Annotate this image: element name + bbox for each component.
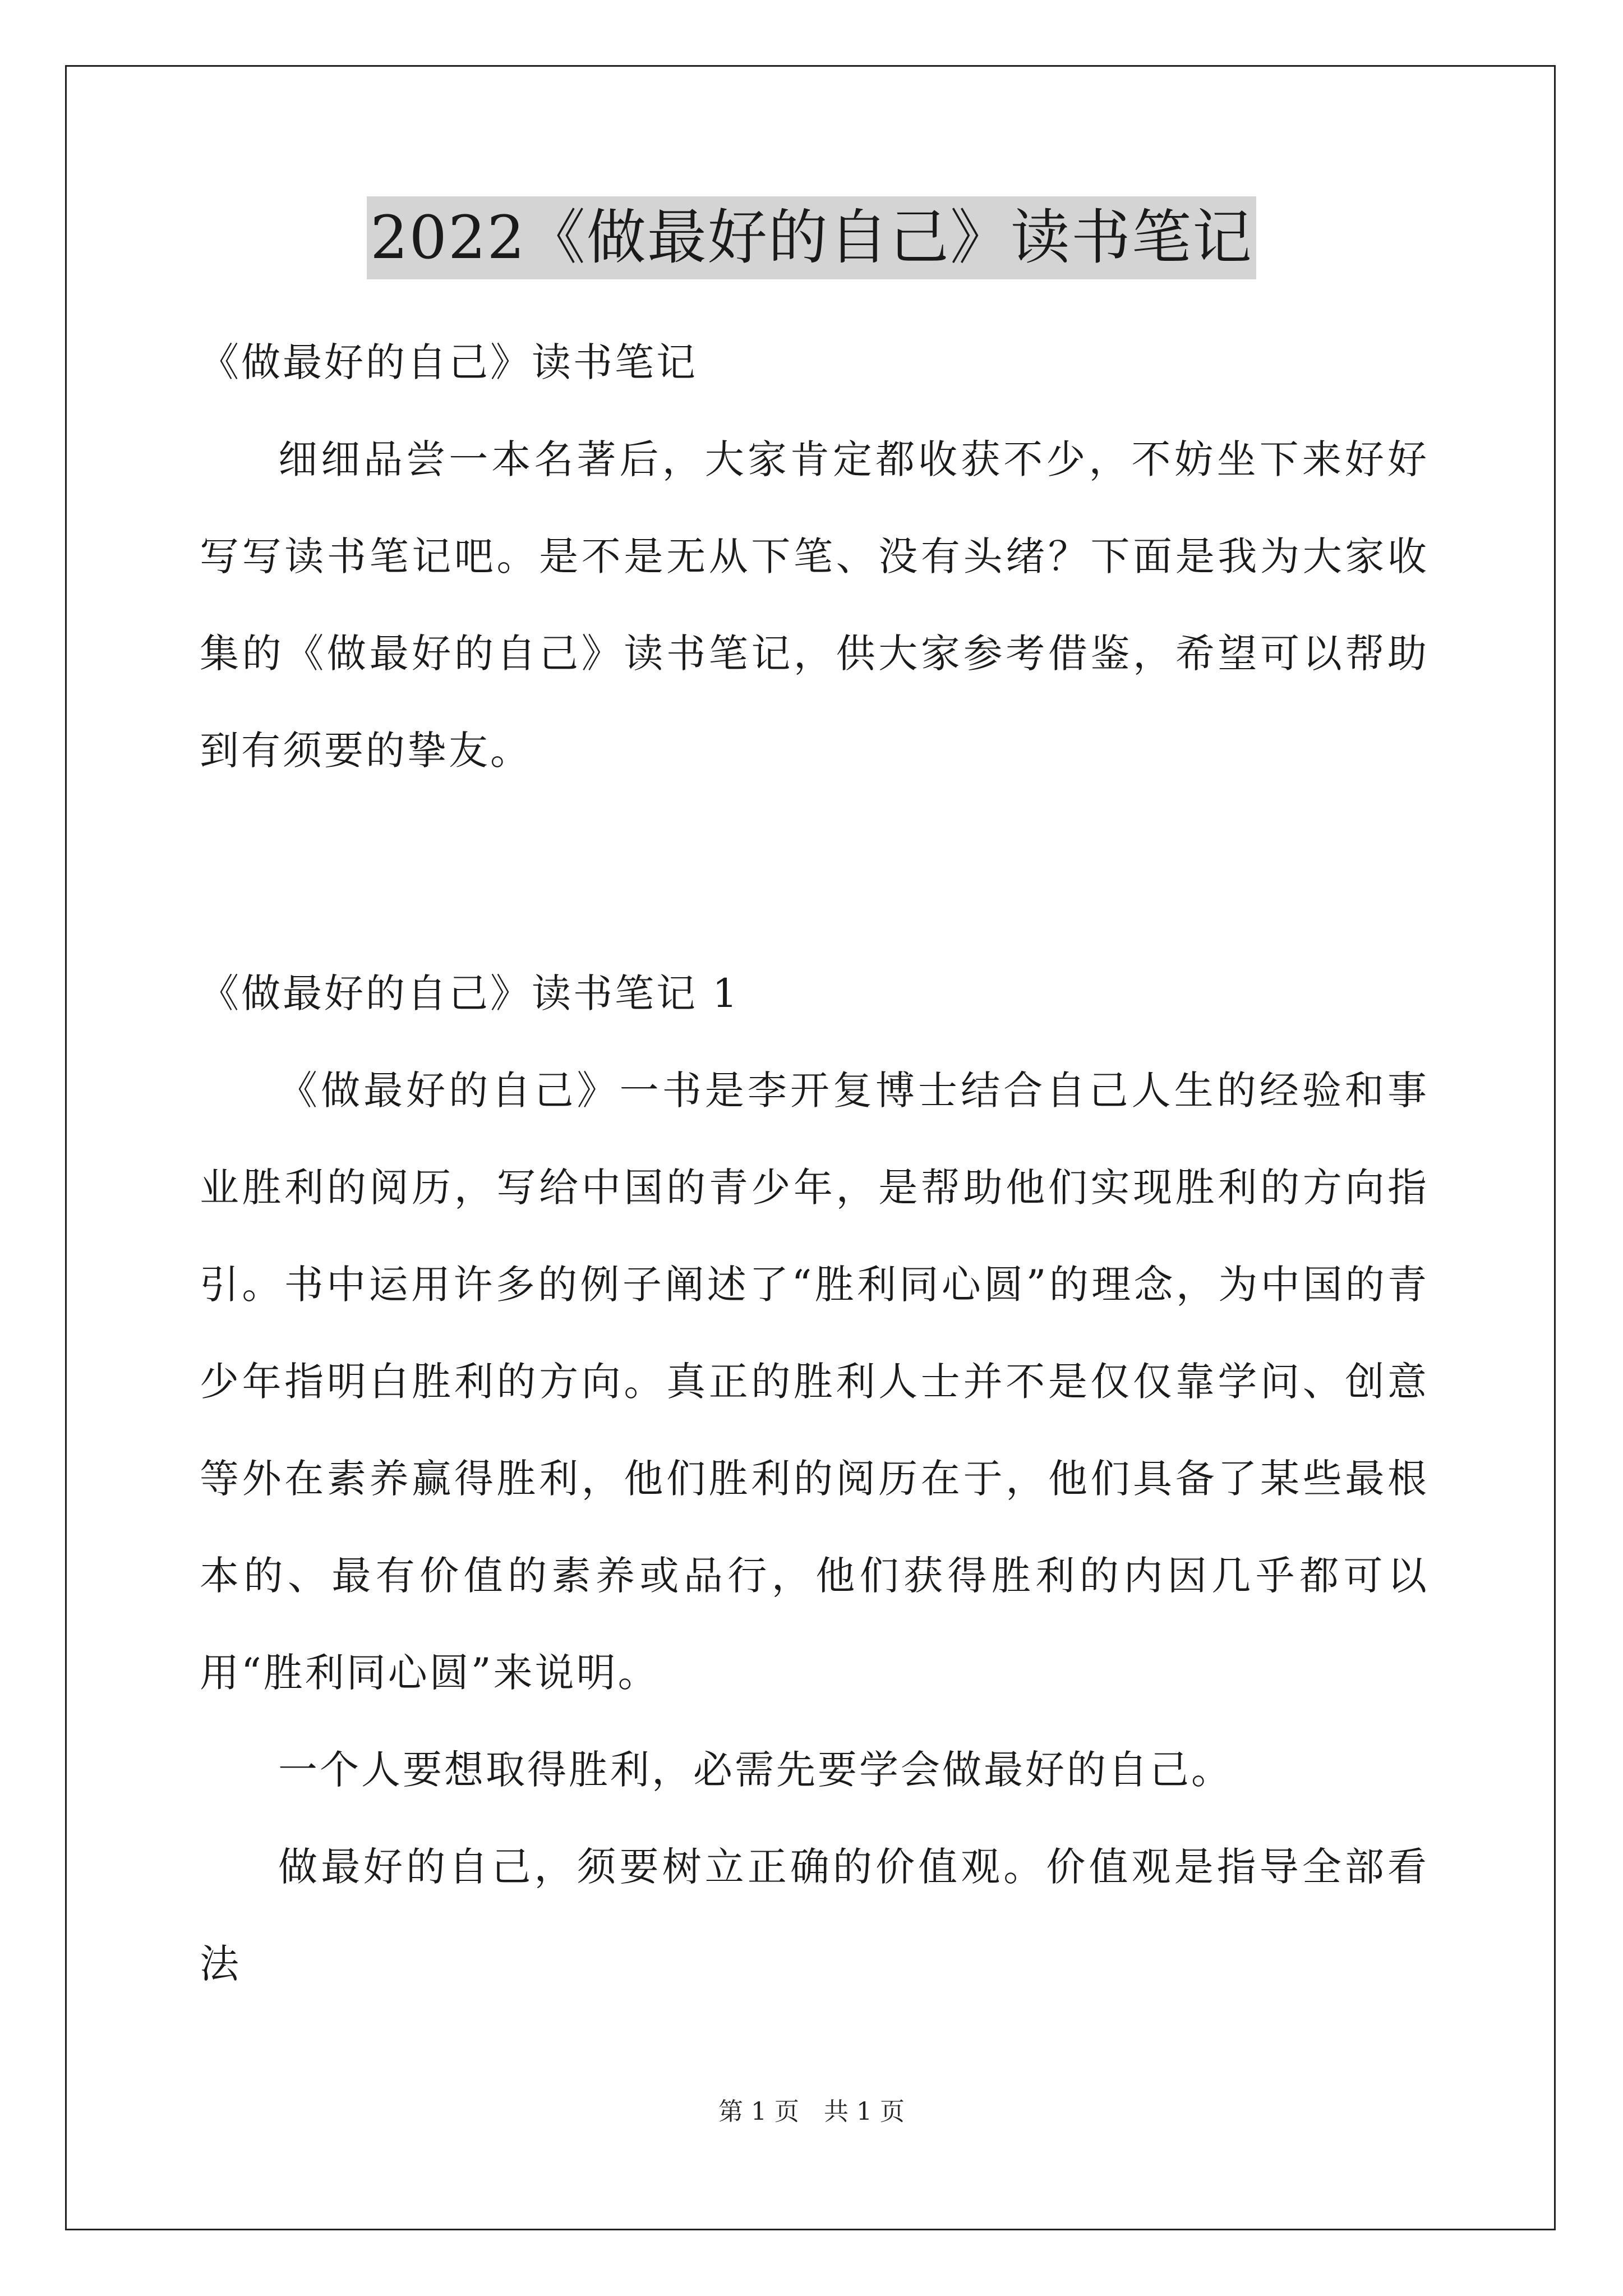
body-paragraph: 一个人要想取得胜利，必需先要学会做最好的自己。 [278,1747,1233,1793]
section-heading: 《做最好的自己》读书笔记 [200,339,698,385]
body-paragraph: 做最好的自己，须要树立正确的价值观。价值观是指导全部看法 [200,1844,1429,1987]
document-title: 2022《做最好的自己》读书笔记 [367,196,1256,279]
page-total: 共 1 页 [824,2097,905,2126]
section-spacer [200,799,1429,945]
document-body [200,314,1429,2013]
intro-paragraph: 细细品尝一本名著后，大家肯定都收获不少，不妨坐下来好好写写读书笔记吧。是不是无从下笔、没有头绪？下面是我为大家收集的《做最好的自己》读书笔记，供大家参考借鉴，希望可以帮助到有须要的挚友。 [200,436,1429,774]
body-paragraph: 《做最好的自己》一书是李开复博士结合自己人生的经验和事业胜利的阅历，写给中国的青少年，是帮助他们实现胜利的方向指引。书中运用许多的例子阐述了“胜利同心圆”的理念，为中国的青少年指明白胜利的方向。真正的胜利人士并不是仅仅靠学问、创意等外在素养赢得胜利，他们胜利的阅历在于，他们具备了某些最根本的、最有价值的素养或品行，他们获得胜利的内因几乎都可以用“胜利同心圆”来说明。 [200,1068,1429,1696]
note-heading: 《做最好的自己》读书笔记 1 [200,970,740,1016]
page-footer [0,2095,1623,2129]
page-number: 第 1 页 [718,2097,799,2126]
title-container [0,196,1623,279]
